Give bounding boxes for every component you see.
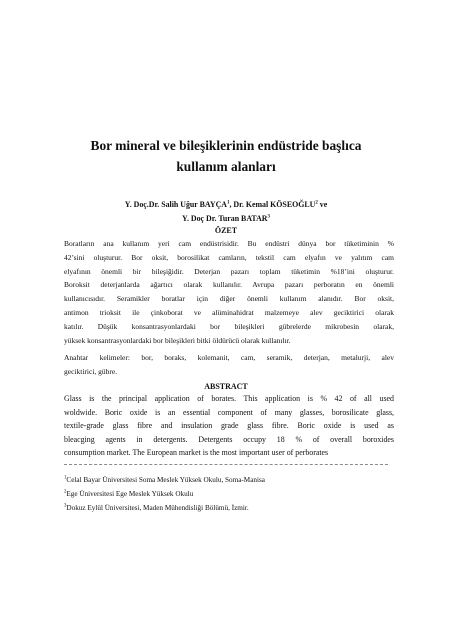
text-line: Anahtar kelimeler: bor, boraks, kolemanit, cam, seramik, deterjan, metalurji, alev [64, 353, 394, 362]
footnote-marker: 3 [64, 503, 67, 509]
footnote-marker: 1 [64, 475, 67, 481]
author-name: Y. Doç Dr. Turan BATAR [182, 214, 268, 223]
author-line [60, 212, 392, 226]
text-line: consumption market. The European market is the most important user of perborates [64, 448, 329, 458]
footnote-text: Celal Bayar Üniversitesi Soma Meslek Yüksek Okulu, Soma-Manisa [66, 476, 265, 484]
author-name: Y. Doç.Dr. Salih Uğur BAYÇA [124, 200, 227, 209]
author-conjunction: ve [317, 200, 328, 209]
footnote [64, 475, 394, 485]
author-name: , Dr. Kemal KÖSEOĞLU [229, 200, 316, 209]
text-line: geciktirici, gübre. [64, 366, 118, 376]
text-line: Boroksit deterjanlarda ağartıcı olarak kullanılır. Avrupa pazarı perboratın en önemli [64, 280, 394, 290]
text-line: textile-grade glass fibre and insulation grade glass fibre. Boric oxide is used as [64, 421, 394, 431]
text-line: kullanıcısıdır. Seramikler boratlar için diğer önemli kullanım alanıdır. Bor oksit, [64, 294, 394, 304]
text-line: katılır. Düşük konsantrasyonlardaki bor bileşikleri gübrelerde mikrobesin olarak, [64, 321, 394, 331]
text-line: Boratların ana kullanım yeri cam endüstrisidir. Bu endüstri dünya bor tüketiminin % [64, 239, 394, 248]
text-line: antimon trioksit ile çinkoborat ve alüminahidrat malzemeye alev geciktirici olarak [64, 307, 394, 317]
title-line: kullanım alanları [176, 159, 276, 174]
footnote [64, 503, 394, 513]
text-line: bleacging agents in detergents. Detergents occupy 18 % of overall boroxides [64, 434, 394, 444]
footnote-text: Ege Üniversitesi Ege Meslek Yüksek Okulu [66, 490, 194, 498]
text-line: Glass is the principal application of borates. This application is % 42 of all used [64, 394, 394, 403]
paper-title [60, 135, 392, 177]
abstract-paragraph [64, 392, 394, 460]
text-line: woldwide. Boric oxide is an essential component of many glasses, borosilicate glass, [64, 407, 394, 417]
footnote [64, 489, 394, 499]
affiliation-marker: 1 [226, 200, 230, 206]
text-line: 42’sini oluşturur. Bor oksit, borosilikat camların, tekstil cam elyafın ve yalıtım cam [64, 252, 394, 262]
affiliation-marker: 2 [315, 200, 318, 206]
ozet-paragraph [64, 237, 394, 347]
title-line: Bor mineral ve bileşiklerinin endüstride başlıca [90, 138, 362, 153]
footnote-divider [64, 464, 388, 465]
keywords-paragraph [64, 351, 394, 379]
affiliation-marker: 3 [267, 214, 270, 220]
ozet-heading: ÖZET [214, 226, 238, 235]
footnote-marker: 2 [64, 489, 67, 495]
abstract-heading: ABSTRACT [204, 382, 248, 391]
author-line [60, 198, 392, 212]
text-line: yüksek konsantrasyonlardaki bor bileşikleri bitki öldürücü olarak kullanılır. [64, 335, 291, 345]
author-list [60, 198, 392, 226]
footnote-text: Dokuz Eylül Üniversitesi, Maden Mühendisliği Bölümü, İzmir. [66, 504, 249, 512]
text-line: elyafının önemli bir bileşiğidir. Deterjan pazarı toplam tüketimin %18’ini oluşturur. [64, 266, 394, 276]
